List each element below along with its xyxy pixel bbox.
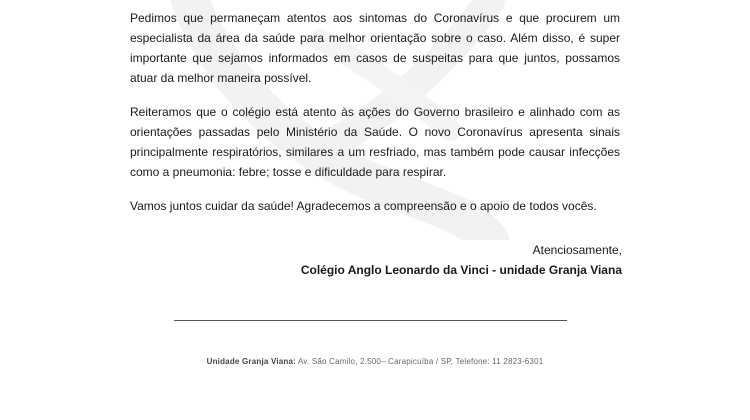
school-signature: Colégio Anglo Leonardo da Vinci - unidade Granja Viana — [300, 263, 622, 277]
paragraph-thanks: Vamos juntos cuidar da saúde! Agradecemos a compreensão e o apoio de todos vocês. — [130, 199, 597, 213]
footer-address: Av. São Camilo, 2.500– Carapicuíba / SP, Telefone: 11 2823-6301 — [296, 357, 544, 366]
letter-body — [130, 8, 620, 230]
closing-block — [300, 240, 622, 280]
paragraph-symptoms: Pedimos que permaneçam atentos aos sintomas do Coronavírus e que procurem um especialista da área da saúde para melhor orientação sobre o caso. Além disso, é super importante que sejamos informados em casos de suspeitas para que juntos, possamos atuar da melhor maneira possível. — [130, 11, 620, 85]
footer-divider — [174, 320, 567, 321]
footer-unit-label: Unidade Granja Viana: — [206, 357, 297, 366]
footer — [0, 357, 750, 366]
paragraph-government: Reiteramos que o colégio está atento às ações do Governo brasileiro e alinhado com as orientações passadas pelo Ministério da Saúde. O novo Coronavírus apresenta sinais principalmente respiratórios, similares a um resfriado, mas também pode causar infecções como a pneumonia: febre; tosse e dificuldade para respirar. — [130, 105, 620, 179]
salutation: Atenciosamente, — [532, 243, 622, 257]
